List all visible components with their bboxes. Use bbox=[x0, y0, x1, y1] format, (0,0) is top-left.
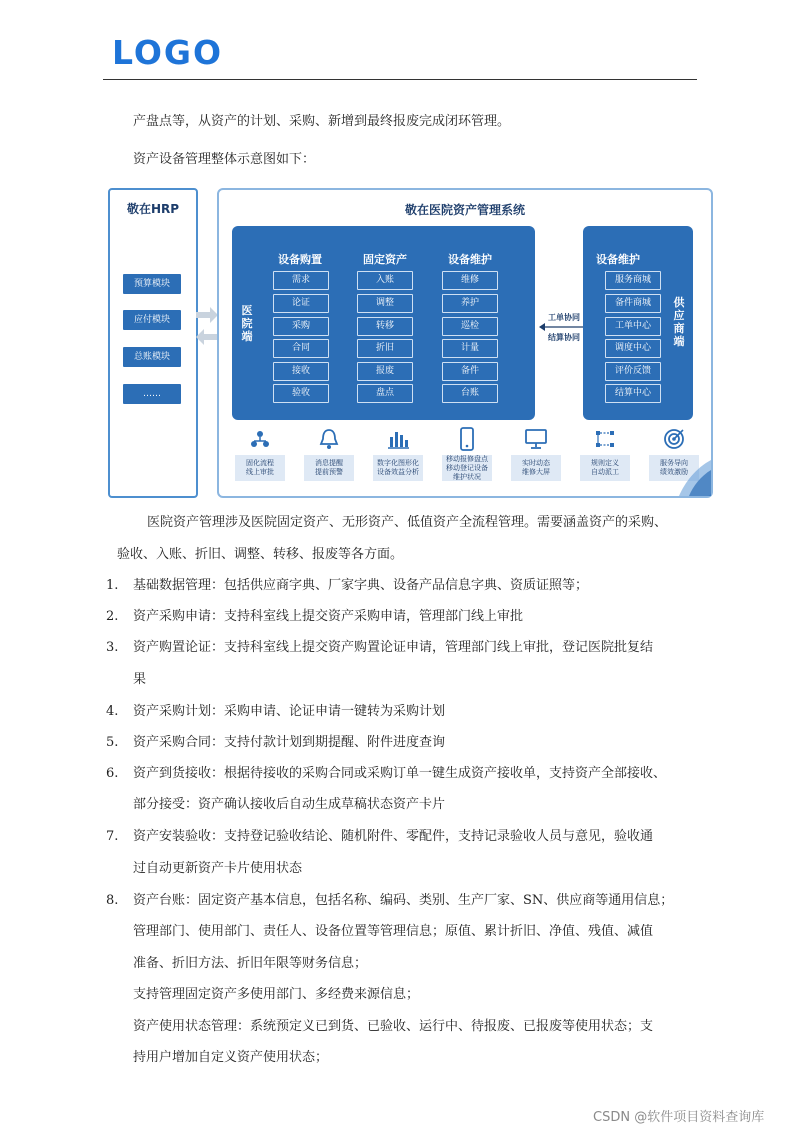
intro-line-1: 产盘点等，从资产的计划、采购、新增到最终报废完成闭环管理。 bbox=[133, 114, 511, 129]
hrp-module-payable: 应付模块 bbox=[123, 310, 181, 330]
extra-paragraph-2-line-1: 资产使用状态管理：系统预定义已到货、已验收、运行中、待报废、已报废等使用状态；支 bbox=[133, 1019, 654, 1034]
header-divider bbox=[103, 79, 697, 80]
list-number: 1. bbox=[106, 578, 119, 593]
flow-label-work-order: 工单协同 bbox=[548, 313, 580, 322]
fixed-item-transfer: 转移 bbox=[357, 317, 413, 336]
feature-dashboard bbox=[511, 426, 561, 481]
maint-item-ledger: 台账 bbox=[442, 384, 498, 403]
hrp-module-budget: 预算模块 bbox=[123, 274, 181, 294]
column-title-purchase: 设备购置 bbox=[278, 253, 322, 266]
paragraph-1-line-1: 医院资产管理涉及医院固定资产、无形资产、低值资产全流程管理。需要涵盖资产的采购、 bbox=[147, 515, 668, 530]
feature-mobile bbox=[442, 426, 492, 481]
fixed-item-adjust: 调整 bbox=[357, 294, 413, 313]
hospital-label: 医院端 bbox=[241, 304, 253, 343]
system-panel bbox=[217, 188, 713, 498]
purchase-item-accept: 验收 bbox=[273, 384, 329, 403]
supplier-panel bbox=[583, 226, 693, 420]
feature-dispatch bbox=[580, 426, 630, 481]
list-item-3-line-1: 资产购置论证：支持科室线上提交资产购置论证申请，管理部门线上审批，登记医院批复结 bbox=[133, 640, 654, 655]
list-item-5: 资产采购合同：支持付款计划到期提醒、附件进度查询 bbox=[133, 735, 446, 750]
feature-analytics bbox=[373, 426, 423, 481]
purchase-item-receive: 接收 bbox=[273, 362, 329, 381]
fixed-item-scrap: 报废 bbox=[357, 362, 413, 381]
feature-alerts bbox=[304, 426, 354, 481]
maint-item-metering: 计量 bbox=[442, 339, 498, 358]
supplier-item-feedback: 评价反馈 bbox=[605, 362, 661, 381]
paragraph-1-line-2: 验收、入账、折旧、调整、转移、报废等各方面。 bbox=[117, 547, 404, 562]
list-number: 3. bbox=[106, 640, 119, 655]
fixed-item-inventory: 盘点 bbox=[357, 384, 413, 403]
maint-item-repair: 维修 bbox=[442, 271, 498, 290]
monitor-icon bbox=[525, 429, 547, 449]
feature-alerts-text: 消息提醒 提前预警 bbox=[304, 455, 354, 481]
feature-dashboard-text: 实时动态 维修大屏 bbox=[511, 455, 561, 481]
fixed-item-depreciation: 折旧 bbox=[357, 339, 413, 358]
hospital-panel bbox=[232, 226, 535, 420]
feature-performance-text: 服务导向 绩效激励 bbox=[649, 455, 699, 481]
supplier-item-service-mall: 服务商城 bbox=[605, 271, 661, 290]
list-number: 4. bbox=[106, 704, 119, 719]
list-item-8-line-2: 管理部门、使用部门、责任人、设备位置等管理信息；原值、累计折旧、净值、残值、减值 bbox=[133, 924, 654, 939]
list-item-8-line-1: 资产台账：固定资产基本信息，包括名称、编码、类别、生产厂家、SN、供应商等通用信息； bbox=[133, 893, 674, 908]
hrp-panel bbox=[108, 188, 198, 498]
flow-label-settlement: 结算协同 bbox=[548, 333, 580, 342]
maint-item-inspect: 巡检 bbox=[442, 317, 498, 336]
hrp-module-ledger: 总账模块 bbox=[123, 347, 181, 367]
purchase-item-procure: 采购 bbox=[273, 317, 329, 336]
phone-icon bbox=[460, 427, 474, 451]
maint-item-spares: 备件 bbox=[442, 362, 498, 381]
target-icon bbox=[663, 428, 685, 450]
system-title: 敬在医院资产管理系统 bbox=[404, 203, 525, 217]
feature-workflow-text: 固化流程 线上审批 bbox=[235, 455, 285, 481]
maint-item-upkeep: 养护 bbox=[442, 294, 498, 313]
list-item-2: 资产采购申请：支持科室线上提交资产采购申请，管理部门线上审批 bbox=[133, 609, 524, 624]
watermark: CSDN @软件项目资料查询库 bbox=[593, 1110, 765, 1125]
supplier-item-dispatch-center: 调度中心 bbox=[605, 339, 661, 358]
supplier-label: 供应商端 bbox=[673, 296, 685, 348]
list-item-7-line-1: 资产安装验收：支持登记验收结论、随机附件、零配件，支持记录验收人员与意见，验收通 bbox=[133, 829, 654, 844]
list-item-4: 资产采购计划：采购申请、论证申请一键转为采购计划 bbox=[133, 704, 446, 719]
extra-paragraph-1: 支持管理固定资产多使用部门、多经费来源信息； bbox=[133, 987, 420, 1002]
hrp-module-more: …… bbox=[123, 384, 181, 404]
rules-icon bbox=[594, 429, 616, 449]
asset-management-diagram bbox=[108, 188, 715, 498]
logo: LOGO bbox=[112, 33, 224, 72]
feature-workflow bbox=[235, 426, 285, 481]
feature-mobile-text: 移动报修盘点 移动登记设备 维护状况 bbox=[442, 455, 492, 481]
list-number: 6. bbox=[106, 766, 119, 781]
decorative-swoosh bbox=[671, 456, 711, 496]
bell-icon bbox=[319, 428, 339, 450]
sync-arrows-icon bbox=[196, 306, 218, 346]
feature-dispatch-text: 规则定义 自动派工 bbox=[580, 455, 630, 481]
column-title-fixed-assets: 固定资产 bbox=[363, 253, 407, 266]
list-item-8-line-3: 准备、折旧方法、折旧年限等财务信息； bbox=[133, 956, 368, 971]
purchase-item-contract: 合同 bbox=[273, 339, 329, 358]
list-item-1: 基础数据管理：包括供应商字典、厂家字典、设备产品信息字典、资质证照等； bbox=[133, 578, 589, 593]
extra-paragraph-2-line-2: 持用户增加自定义资产使用状态； bbox=[133, 1050, 329, 1065]
bar-chart-icon bbox=[387, 429, 409, 449]
list-number: 5. bbox=[106, 735, 119, 750]
purchase-item-review: 论证 bbox=[273, 294, 329, 313]
intro-line-2: 资产设备管理整体示意图如下： bbox=[133, 152, 316, 167]
supplier-item-settlement-center: 结算中心 bbox=[605, 384, 661, 403]
hrp-title: 敬在HRP bbox=[126, 202, 180, 216]
supplier-item-parts-mall: 备件商城 bbox=[605, 294, 661, 313]
workflow-icon bbox=[250, 429, 270, 449]
list-number: 2. bbox=[106, 609, 119, 624]
list-number: 8. bbox=[106, 893, 119, 908]
feature-analytics-text: 数字化图形化 设备效益分析 bbox=[373, 455, 423, 481]
supplier-column-title: 设备维护 bbox=[596, 253, 640, 266]
supplier-item-work-order-center: 工单中心 bbox=[605, 317, 661, 336]
list-item-6-line-2: 部分接受：资产确认接收后自动生成草稿状态资产卡片 bbox=[133, 797, 446, 812]
list-item-6-line-1: 资产到货接收：根据待接收的采购合同或采购订单一键生成资产接收单，支持资产全部接收、 bbox=[133, 766, 667, 781]
purchase-item-demand: 需求 bbox=[273, 271, 329, 290]
list-item-3-line-2: 果 bbox=[133, 672, 147, 687]
column-title-maintenance: 设备维护 bbox=[448, 253, 492, 266]
list-item-7-line-2: 过自动更新资产卡片使用状态 bbox=[133, 861, 303, 876]
list-number: 7. bbox=[106, 829, 119, 844]
fixed-item-entry: 入账 bbox=[357, 271, 413, 290]
